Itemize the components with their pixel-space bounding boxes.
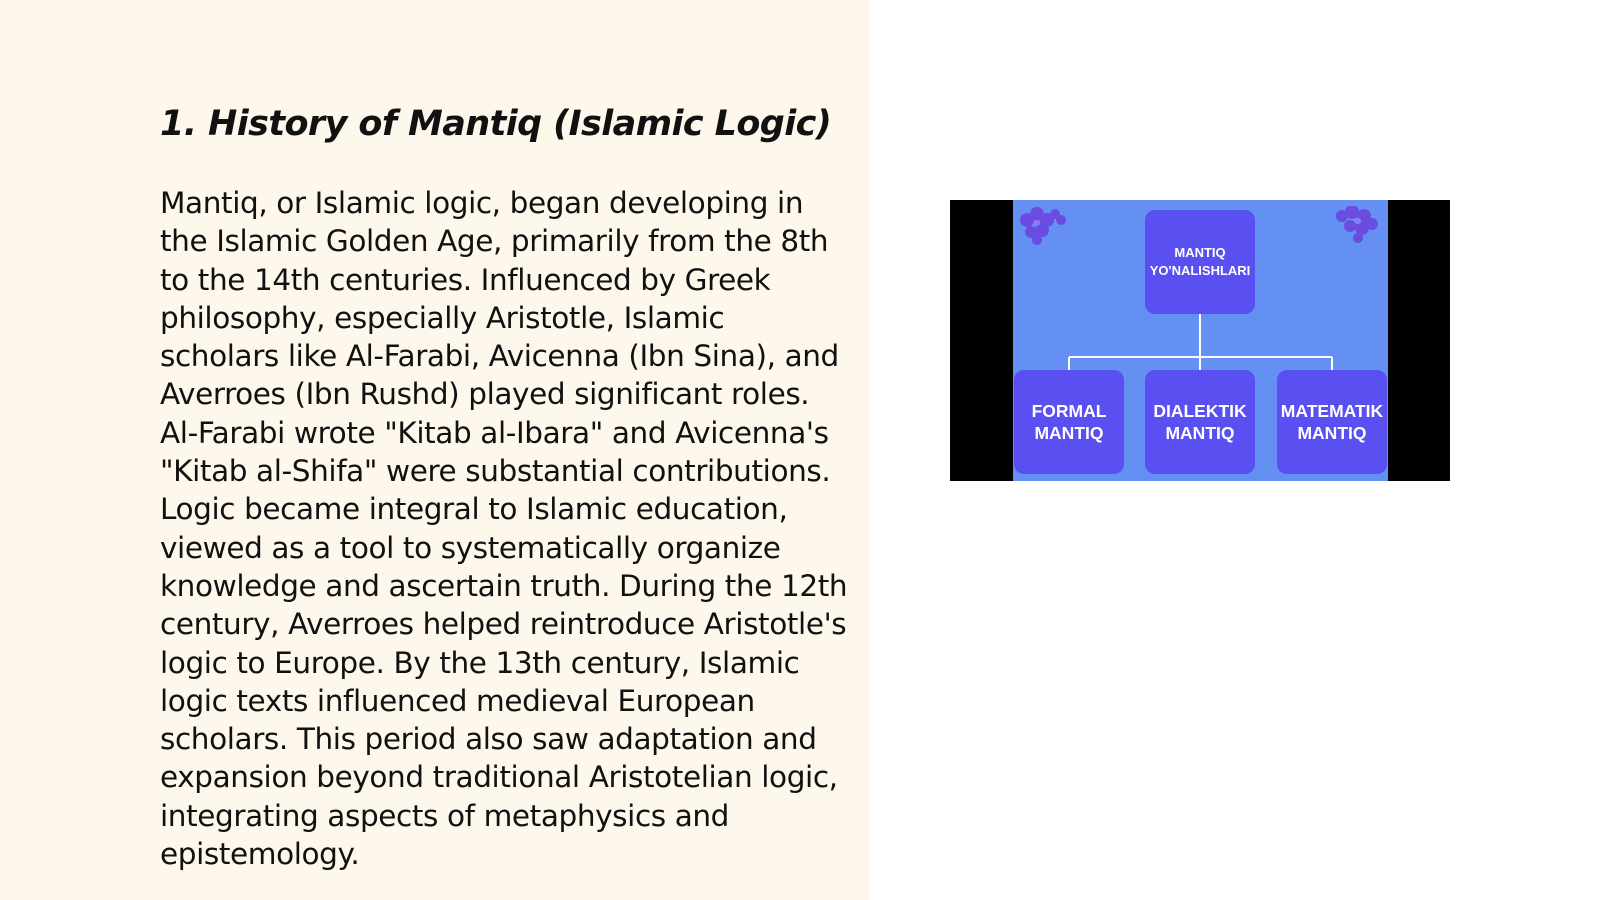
diagram-node-root: MANTIQ YO'NALISHLARI bbox=[1145, 210, 1255, 314]
diagram-node-formal: FORMAL MANTIQ bbox=[1014, 370, 1124, 474]
mantiq-branches-diagram bbox=[1013, 200, 1388, 481]
slide-body-text: Mantiq, or Islamic logic, began developing in the Islamic Golden Age, primarily from the 8th to the 14th centuries. Influenced by Greek philosophy, especially Aristotle, Islamic scholars like Al-Farabi, Avicenna (Ibn Sina), and Averroes (Ibn Rushd) played significant roles. Al-Farabi wrote "Kitab al-Ibara" and Avicenna's "Kitab al-Shifa" were substantial contributions. Logic became integral to Islamic education, viewed as a tool to systematically organize knowledge and ascertain truth. During the 12th century, Averroes helped reintroduce Aristotle's logic to Europe. By the 13th century, Islamic logic texts influenced medieval European scholars. This period also saw adaptation and expansion beyond traditional Aristotelian logic, integrating aspects of metaphysics and epistemology. bbox=[160, 186, 848, 872]
diagram-node-matematik: MATEMATIK MANTIQ bbox=[1277, 370, 1387, 474]
diagram-node-dialektik: DIALEKTIK MANTIQ bbox=[1145, 370, 1255, 474]
diagram-image bbox=[950, 200, 1450, 481]
slide-title: 1. History of Mantiq (Islamic Logic) bbox=[160, 104, 832, 144]
